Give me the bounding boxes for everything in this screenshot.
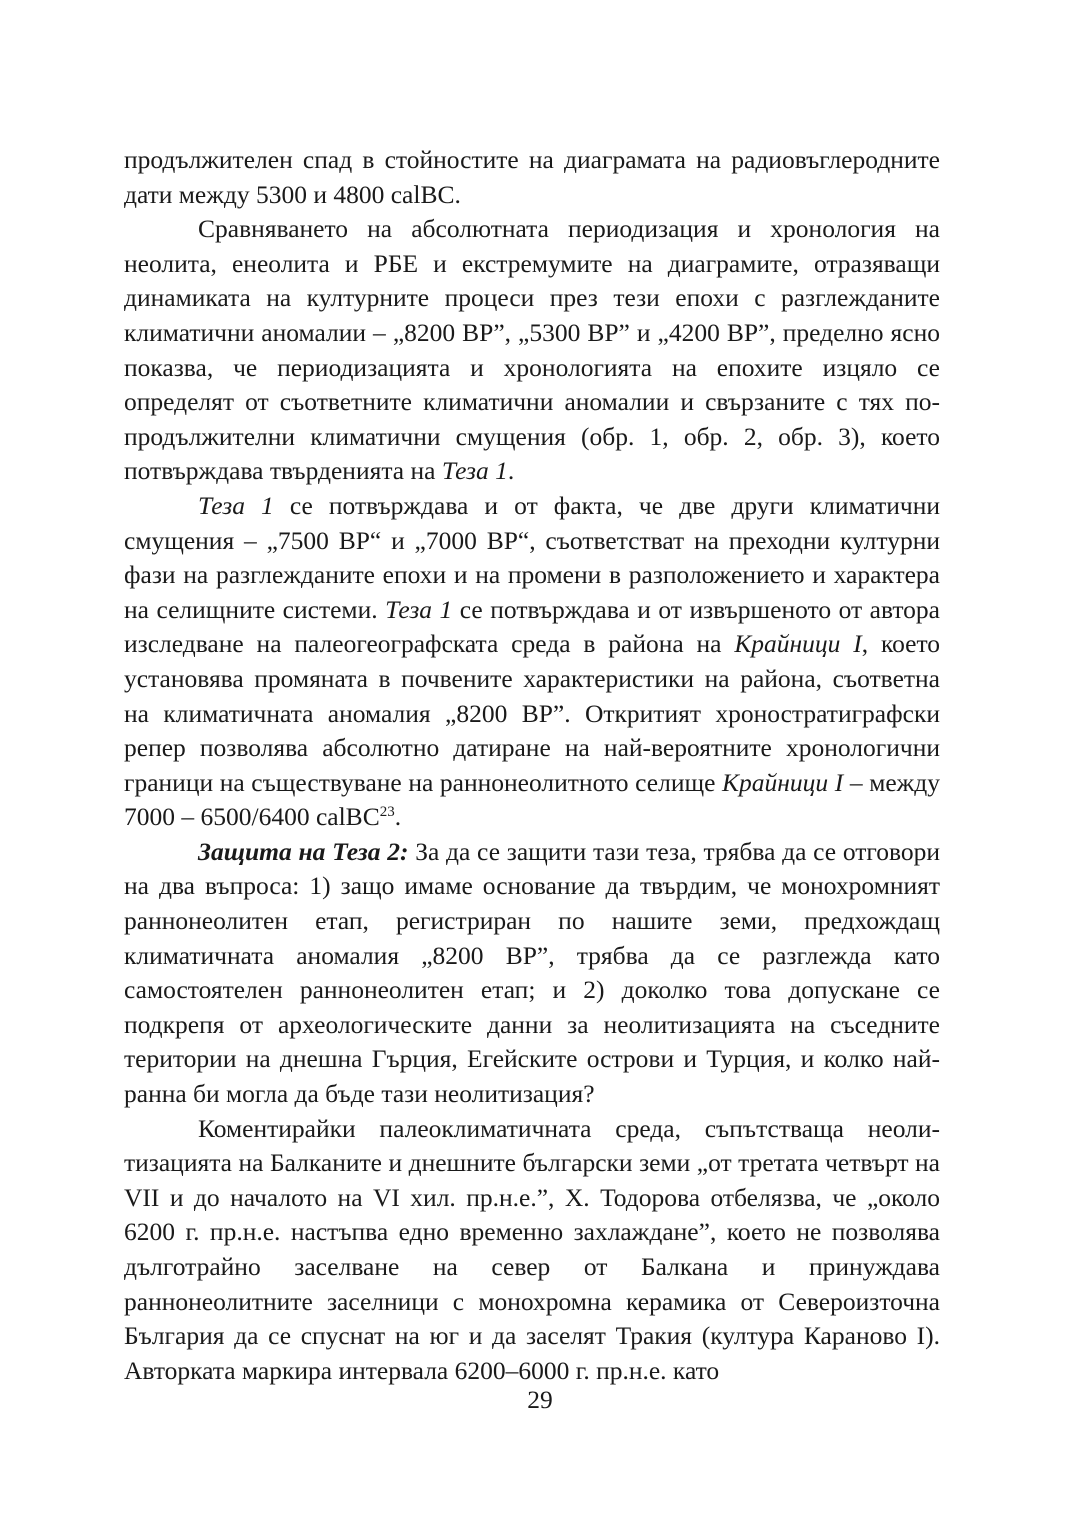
- footnote-reference[interactable]: 23: [379, 804, 395, 821]
- paragraph-text: , което установява промяната в почвените характеристики на района, съответна на климатичната аномалия „8200 ВР”. Откритият хроностратиграфски репер позволява абсолютно датиране на най-вероятните хронологични граници на съществуване на раннонеолитното селище: [124, 629, 940, 797]
- site-name: Крайници I: [722, 767, 844, 797]
- paragraph-thesis-1: [124, 489, 940, 835]
- paragraph-text: Сравняването на абсолютната периодизация и хронология на неолита, енеолита и РБЕ и екстремумите на диаграмите, отразяващи динамиката на културните процеси през тези епохи с разглежданите климатични аномалии – „8200 ВР”, „5300 ВР” и „4200 ВР”, пределно ясно показва, че периодизацията и хронологията на епохите изцяло се определят от съответните климатични аномалии и свързаните с тях по-продължителни климатични смущения (обр. 1, обр. 2, обр. 3), което потвърждава твърденията на: [124, 214, 940, 486]
- paragraph-neolithization: [124, 1112, 940, 1389]
- site-name: Крайници I: [734, 629, 862, 659]
- thesis-reference: Теза 1: [441, 456, 508, 486]
- thesis-reference: Теза 1: [198, 490, 274, 520]
- paragraph-thesis-2: [124, 835, 940, 1112]
- paragraph-text: .: [394, 802, 402, 832]
- paragraph-comparison: [124, 212, 940, 489]
- page-number: 29: [527, 1385, 553, 1414]
- paragraph-text: се потвърждава и от извършеното от автора изследване на палеогеографската среда в района на: [124, 594, 940, 659]
- paragraph-text: .: [507, 456, 515, 486]
- paragraph-text: – между 7000 – 6500/6400 calBC: [124, 767, 940, 832]
- paragraph-text: продължителен спад в стойностите на диаграмата на радиовъглеродните дати между 5300 и 4800 calBC.: [124, 145, 940, 209]
- paragraph-continuation: [124, 143, 940, 212]
- paragraph-text: За да се защити тази теза, трябва да се отговори на два въпроса: 1) защо имаме основание да твърдим, че монохромният раннонеолитен етап, регистриран по нашите земи, предхождащ климатичната аномалия „8200 ВР”, трябва да се разглежда като самостоятелен раннонеолитен етап; и 2) доколко това допускане се подкрепя от археологическите данни за неолитизацията на съседните територии на днешна Гърция, Егейските острови и Турция, и колко най-ранна би могла да бъде тази неолитизация?: [124, 836, 940, 1109]
- section-heading: Защита на Теза 2:: [198, 836, 409, 866]
- thesis-reference: Теза 1: [385, 594, 453, 624]
- body-text: [124, 143, 940, 1388]
- paragraph-text: се потвърждава и от факта, че две други климатични смущения – „7500 ВР“ и „7000 ВР“, съответстват на преходни културни фази на разглежданите епохи и на промени в разположението и характера на селищните системи.: [124, 490, 941, 624]
- paragraph-text: Коментирайки палеоклиматичната среда, съпътстваща неолитизацията на Балканите и днешните български земи „от третата четвърт на VII и до началото на VI хил. пр.н.е.”, Х. Тодорова отбелязва, че „около 6200 г. пр.н.е. настъпва едно временно захлаждане”, което не позволява дълготрайно заселване на север от Балкана и принуждава раннонеолитните заселници с монохромна керамика от Североизточна България да се спуснат на юг и да заселят Тракия (култура Караново I). Авторката маркира интервала 6200–6000 г. пр.н.е. като: [124, 1113, 940, 1385]
